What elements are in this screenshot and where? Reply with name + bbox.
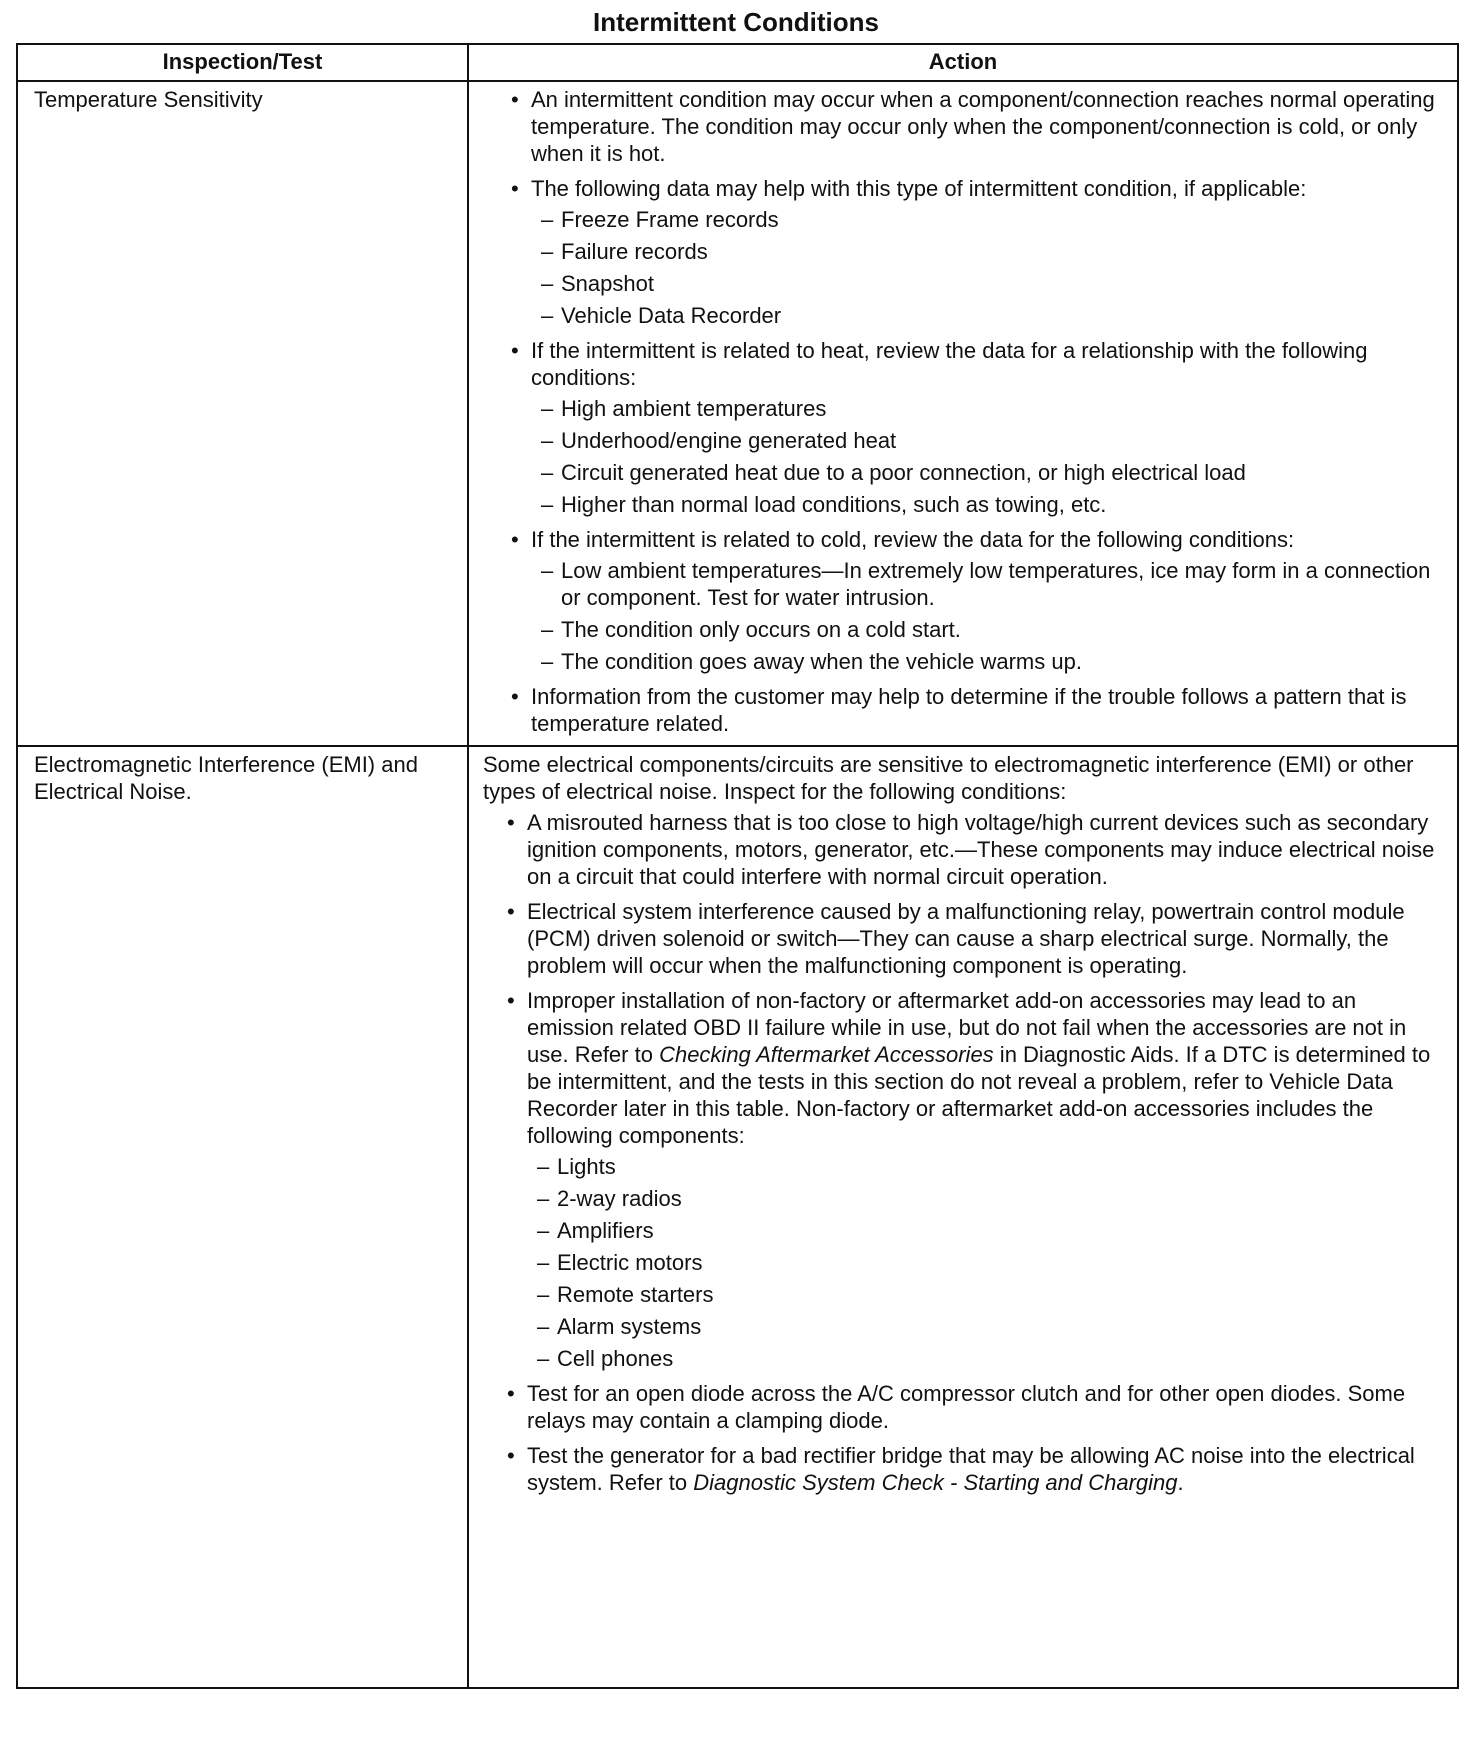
bullet-icon: • [507, 899, 515, 924]
sub-list [531, 395, 1443, 518]
sub-item-text: Cell phones [557, 1346, 674, 1371]
sub-list-item [527, 1153, 1443, 1180]
header-action: Action [468, 44, 1458, 81]
sub-list [531, 557, 1443, 675]
bullet-text: If the intermittent is related to cold, review the data for the following conditions: [531, 527, 1295, 552]
table-row-temperature-sensitivity [17, 81, 1458, 746]
dash-icon: – [537, 1282, 550, 1307]
bullet-icon: • [511, 684, 519, 709]
bullet-text: If the intermittent is related to heat, review the data for a relationship with the following conditions: [531, 338, 1368, 390]
action-bullet-list [503, 809, 1443, 1496]
sub-list-item [531, 206, 1443, 233]
table-row-emi [17, 746, 1458, 1688]
dash-icon: – [541, 492, 554, 517]
dash-icon: – [541, 428, 554, 453]
sub-item-text: Low ambient temperatures—In extremely low temperatures, ice may form in a connection or component. Test for water intrusion. [561, 558, 1431, 610]
bullet-text: An intermittent condition may occur when a component/connection reaches normal operating temperature. The condition may occur only when the component/connection is cold, or only when it is hot. [531, 87, 1435, 166]
dash-icon: – [537, 1154, 550, 1179]
dash-icon: – [537, 1346, 550, 1371]
header-inspection-test: Inspection/Test [17, 44, 468, 81]
bullet-text-part: . [1177, 1470, 1184, 1495]
sub-list-item [531, 648, 1443, 675]
sub-item-text: Freeze Frame records [561, 207, 779, 232]
list-item [503, 987, 1443, 1372]
reference-link-checking-aftermarket-accessories[interactable]: Checking Aftermarket Accessories [659, 1042, 994, 1067]
sub-list-item [531, 270, 1443, 297]
sub-list-item [531, 238, 1443, 265]
dash-icon: – [537, 1250, 550, 1275]
sub-item-text: 2-way radios [557, 1186, 682, 1211]
sub-item-text: Higher than normal load conditions, such as towing, etc. [561, 492, 1107, 517]
list-item [507, 526, 1443, 675]
dash-icon: – [541, 649, 554, 674]
sub-item-text: Vehicle Data Recorder [561, 303, 782, 328]
sub-list [531, 206, 1443, 329]
sub-list-item [531, 302, 1443, 329]
reference-link-diagnostic-system-check[interactable]: Diagnostic System Check - Starting and Charging [693, 1470, 1178, 1495]
dash-icon: – [541, 617, 554, 642]
bullet-text: Information from the customer may help to determine if the trouble follows a pattern that is temperature related. [531, 684, 1407, 736]
bullet-text: Electrical system interference caused by a malfunctioning relay, powertrain control module (PCM) driven solenoid or switch—They can cause a sharp electrical surge. Normally, the problem will occur when the malfunctioning component is operating. [527, 899, 1405, 978]
sub-list-item [531, 427, 1443, 454]
sub-list-item [527, 1313, 1443, 1340]
sub-list-item [531, 395, 1443, 422]
dash-icon: – [541, 303, 554, 328]
sub-item-text: Electric motors [557, 1250, 703, 1275]
bullet-text: The following data may help with this type of intermittent condition, if applicable: [531, 176, 1307, 201]
list-item [507, 175, 1443, 329]
sub-list-item [527, 1249, 1443, 1276]
dash-icon: – [537, 1314, 550, 1339]
bullet-text [527, 1443, 1415, 1495]
sub-list-item [527, 1345, 1443, 1372]
dash-icon: – [541, 239, 554, 264]
action-cell [468, 81, 1458, 746]
list-item [507, 337, 1443, 518]
bullet-text [527, 988, 1430, 1148]
bullet-icon: • [507, 810, 515, 835]
list-item [503, 809, 1443, 890]
bullet-text: Test for an open diode across the A/C compressor clutch and for other open diodes. Some relays may contain a clamping diode. [527, 1381, 1406, 1433]
sub-item-text: Remote starters [557, 1282, 714, 1307]
sub-list-item [527, 1281, 1443, 1308]
list-item [507, 683, 1443, 737]
sub-item-text: Circuit generated heat due to a poor connection, or high electrical load [561, 460, 1246, 485]
bullet-text-part: Improper installation of non-factory or aftermarket add-on accessories may lead to an emission related OBD II failure while in use, but do not fail when the accessories are not in use. Refer to [527, 988, 1407, 1067]
dash-icon: – [537, 1218, 550, 1243]
list-item [503, 898, 1443, 979]
sub-item-text: The condition goes away when the vehicle warms up. [561, 649, 1082, 674]
sub-list-item [531, 616, 1443, 643]
dash-icon: – [541, 460, 554, 485]
inspection-cell: Electromagnetic Interference (EMI) and Electrical Noise. [17, 746, 468, 1688]
sub-item-text: High ambient temperatures [561, 396, 827, 421]
sub-list-item [531, 491, 1443, 518]
sub-list-item [527, 1217, 1443, 1244]
bullet-icon: • [511, 87, 519, 112]
dash-icon: – [541, 271, 554, 296]
action-bullet-list [507, 86, 1443, 737]
sub-item-text: Underhood/engine generated heat [561, 428, 897, 453]
bullet-icon: • [507, 1443, 515, 1468]
bullet-text: A misrouted harness that is too close to high voltage/high current devices such as secondary ignition components, motors, generator, etc.—These components may induce electrical noise on a circuit that could interfere with normal circuit operation. [527, 810, 1435, 889]
bullet-icon: • [511, 338, 519, 363]
bullet-icon: • [507, 1381, 515, 1406]
dash-icon: – [541, 207, 554, 232]
sub-item-text: Failure records [561, 239, 708, 264]
action-cell [468, 746, 1458, 1688]
sub-list-item [531, 557, 1443, 611]
page-title: Intermittent Conditions [593, 7, 879, 37]
bullet-text-part: Test the generator for a bad rectifier bridge that may be allowing AC noise into the electrical system. Refer to [527, 1443, 1415, 1495]
sub-item-text: The condition only occurs on a cold start. [561, 617, 961, 642]
list-item [503, 1442, 1443, 1496]
dash-icon: – [537, 1186, 550, 1211]
table-header-row [17, 44, 1458, 81]
sub-list [527, 1153, 1443, 1372]
action-intro-text: Some electrical components/circuits are sensitive to electromagnetic interference (EMI) or other types of electrical noise. Inspect for the following conditions: [483, 752, 1414, 804]
sub-list-item [527, 1185, 1443, 1212]
intermittent-conditions-table [16, 43, 1459, 1689]
dash-icon: – [541, 558, 554, 583]
sub-item-text: Snapshot [561, 271, 654, 296]
bullet-icon: • [507, 988, 515, 1013]
list-item [507, 86, 1443, 167]
dash-icon: – [541, 396, 554, 421]
sub-item-text: Lights [557, 1154, 616, 1179]
bullet-icon: • [511, 176, 519, 201]
sub-item-text: Amplifiers [557, 1218, 654, 1243]
bullet-icon: • [511, 527, 519, 552]
bullet-text-part: in Diagnostic Aids. If a DTC is determined to be intermittent, and the tests in this section do not reveal a problem, refer to Vehicle Data Recorder later in this table. Non-factory or aftermarket add-on accessories includes the following components: [527, 1042, 1431, 1148]
list-item [503, 1380, 1443, 1434]
sub-list-item [531, 459, 1443, 486]
inspection-cell: Temperature Sensitivity [17, 81, 468, 746]
sub-item-text: Alarm systems [557, 1314, 702, 1339]
